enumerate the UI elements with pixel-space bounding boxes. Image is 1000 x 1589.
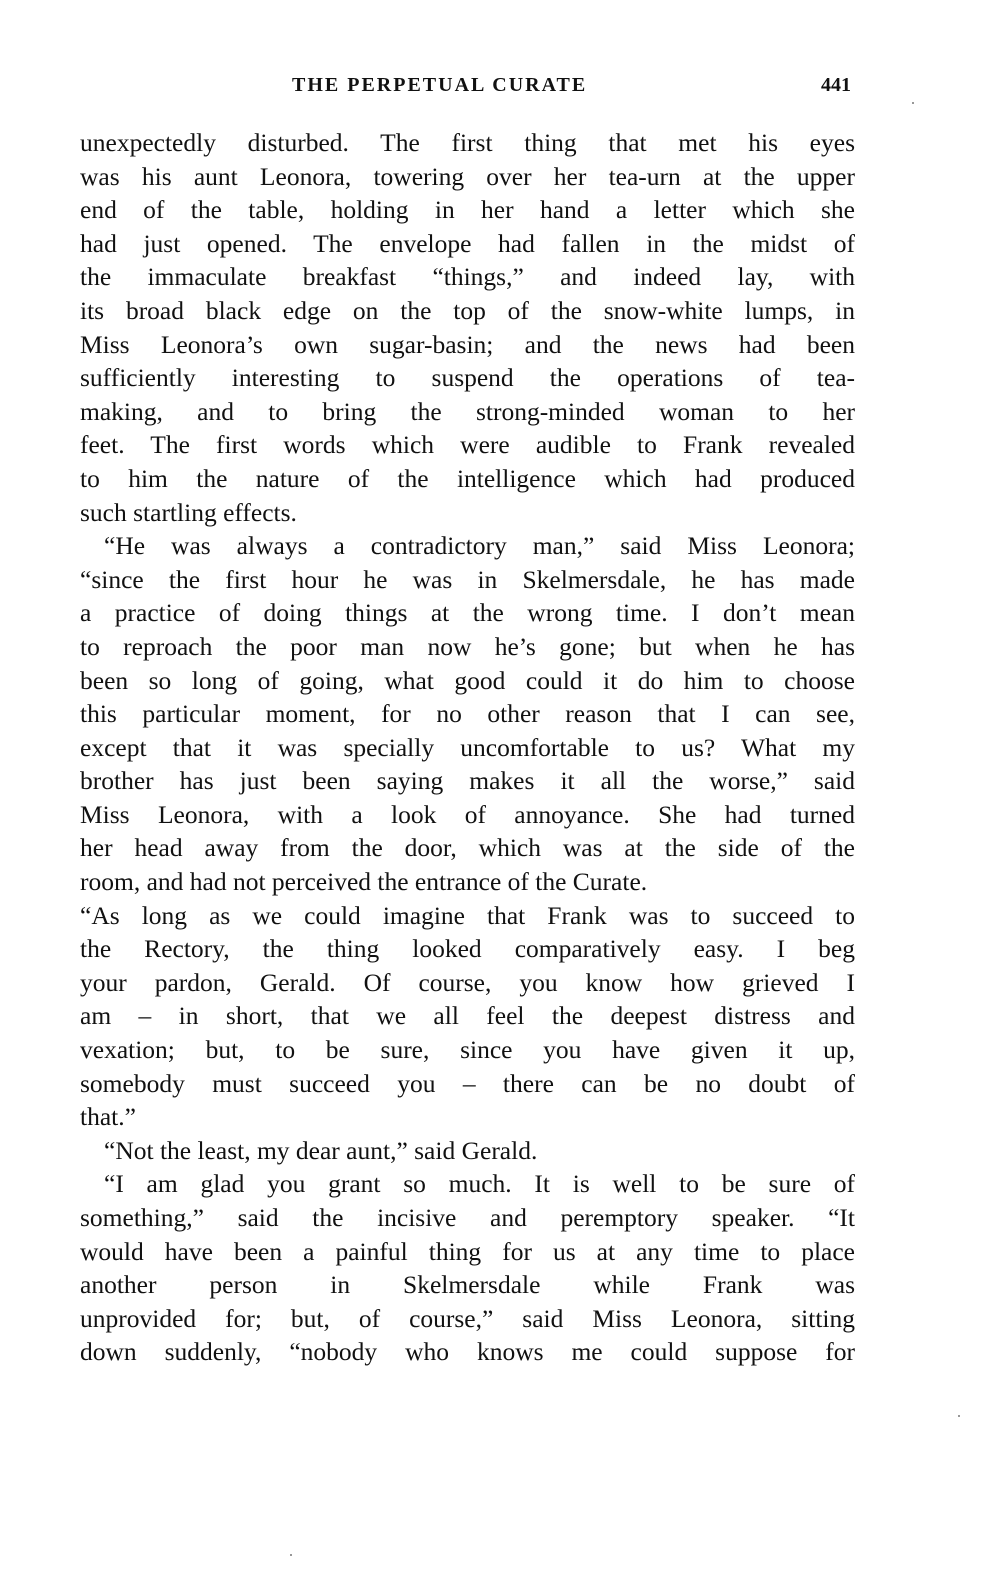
text-line: “As long as we could imagine that Frank was to succeed to — [80, 900, 855, 930]
text-line: down suddenly, “nobody who knows me could suppose for — [80, 1337, 855, 1367]
scan-speck — [958, 1415, 960, 1417]
text-line: feet. The first words which were audible to Frank revealed — [80, 430, 855, 460]
text-line: unprovided for; but, of course,” said Miss Leonora, sitting — [80, 1303, 855, 1333]
text-line: am – in short, that we all feel the deepest distress and — [80, 1001, 855, 1031]
text-line: Miss Leonora, with a look of annoyance. She had turned — [80, 799, 855, 829]
text-line: was his aunt Leonora, towering over her tea-urn at the upper — [80, 161, 855, 191]
text-line: to him the nature of the intelligence which had produced — [80, 463, 855, 493]
text-line: Miss Leonora’s own sugar-basin; and the news had been — [80, 329, 855, 359]
text-line: “He was always a contradictory man,” said Miss Leonora; — [104, 531, 855, 561]
text-line: except that it was specially uncomfortable to us? What my — [80, 732, 855, 762]
text-line: “since the first hour he was in Skelmersdale, he has made — [80, 564, 855, 594]
text-line: making, and to bring the strong-minded woman to her — [80, 396, 855, 426]
running-header — [80, 70, 855, 100]
text-line: somebody must succeed you – there can be no doubt of — [80, 1068, 855, 1098]
text-line: sufficiently interesting to suspend the operations of tea- — [80, 363, 855, 393]
running-title: THE PERPETUAL CURATE — [292, 74, 588, 96]
text-line: to reproach the poor man now he’s gone; but when he has — [80, 631, 855, 661]
text-line: “I am glad you grant so much. It is well to be sure of — [104, 1169, 855, 1199]
text-line: had just opened. The envelope had fallen in the midst of — [80, 228, 855, 258]
text-line: vexation; but, to be sure, since you have given it up, — [80, 1035, 855, 1065]
text-line: the Rectory, the thing looked comparatively easy. I beg — [80, 934, 855, 964]
text-line: another person in Skelmersdale while Frank was — [80, 1270, 855, 1300]
text-line: been so long of going, what good could it do him to choose — [80, 665, 855, 695]
body-text — [80, 126, 855, 1369]
text-line: its broad black edge on the top of the snow-white lumps, in — [80, 295, 855, 325]
text-line: would have been a painful thing for us at any time to place — [80, 1236, 855, 1266]
text-line: that.” — [80, 1102, 136, 1132]
page-number: 441 — [821, 74, 851, 96]
text-line: a practice of doing things at the wrong time. I don’t mean — [80, 598, 855, 628]
scan-speck — [290, 1554, 292, 1556]
text-line: brother has just been saying makes it all the worse,” said — [80, 766, 855, 796]
text-line: end of the table, holding in her hand a letter which she — [80, 195, 855, 225]
text-line: her head away from the door, which was at the side of the — [80, 833, 855, 863]
scan-speck — [912, 102, 914, 104]
text-line: the immaculate breakfast “things,” and indeed lay, with — [80, 262, 855, 292]
text-line: room, and had not perceived the entrance of the Curate. — [80, 867, 648, 897]
text-line: such startling effects. — [80, 497, 297, 527]
text-line: this particular moment, for no other reason that I can see, — [80, 699, 855, 729]
text-line: your pardon, Gerald. Of course, you know how grieved I — [80, 967, 855, 997]
text-line: unexpectedly disturbed. The first thing that met his eyes — [80, 128, 855, 157]
text-line: something,” said the incisive and peremptory speaker. “It — [80, 1203, 855, 1232]
text-line: “Not the least, my dear aunt,” said Gerald. — [104, 1135, 538, 1165]
